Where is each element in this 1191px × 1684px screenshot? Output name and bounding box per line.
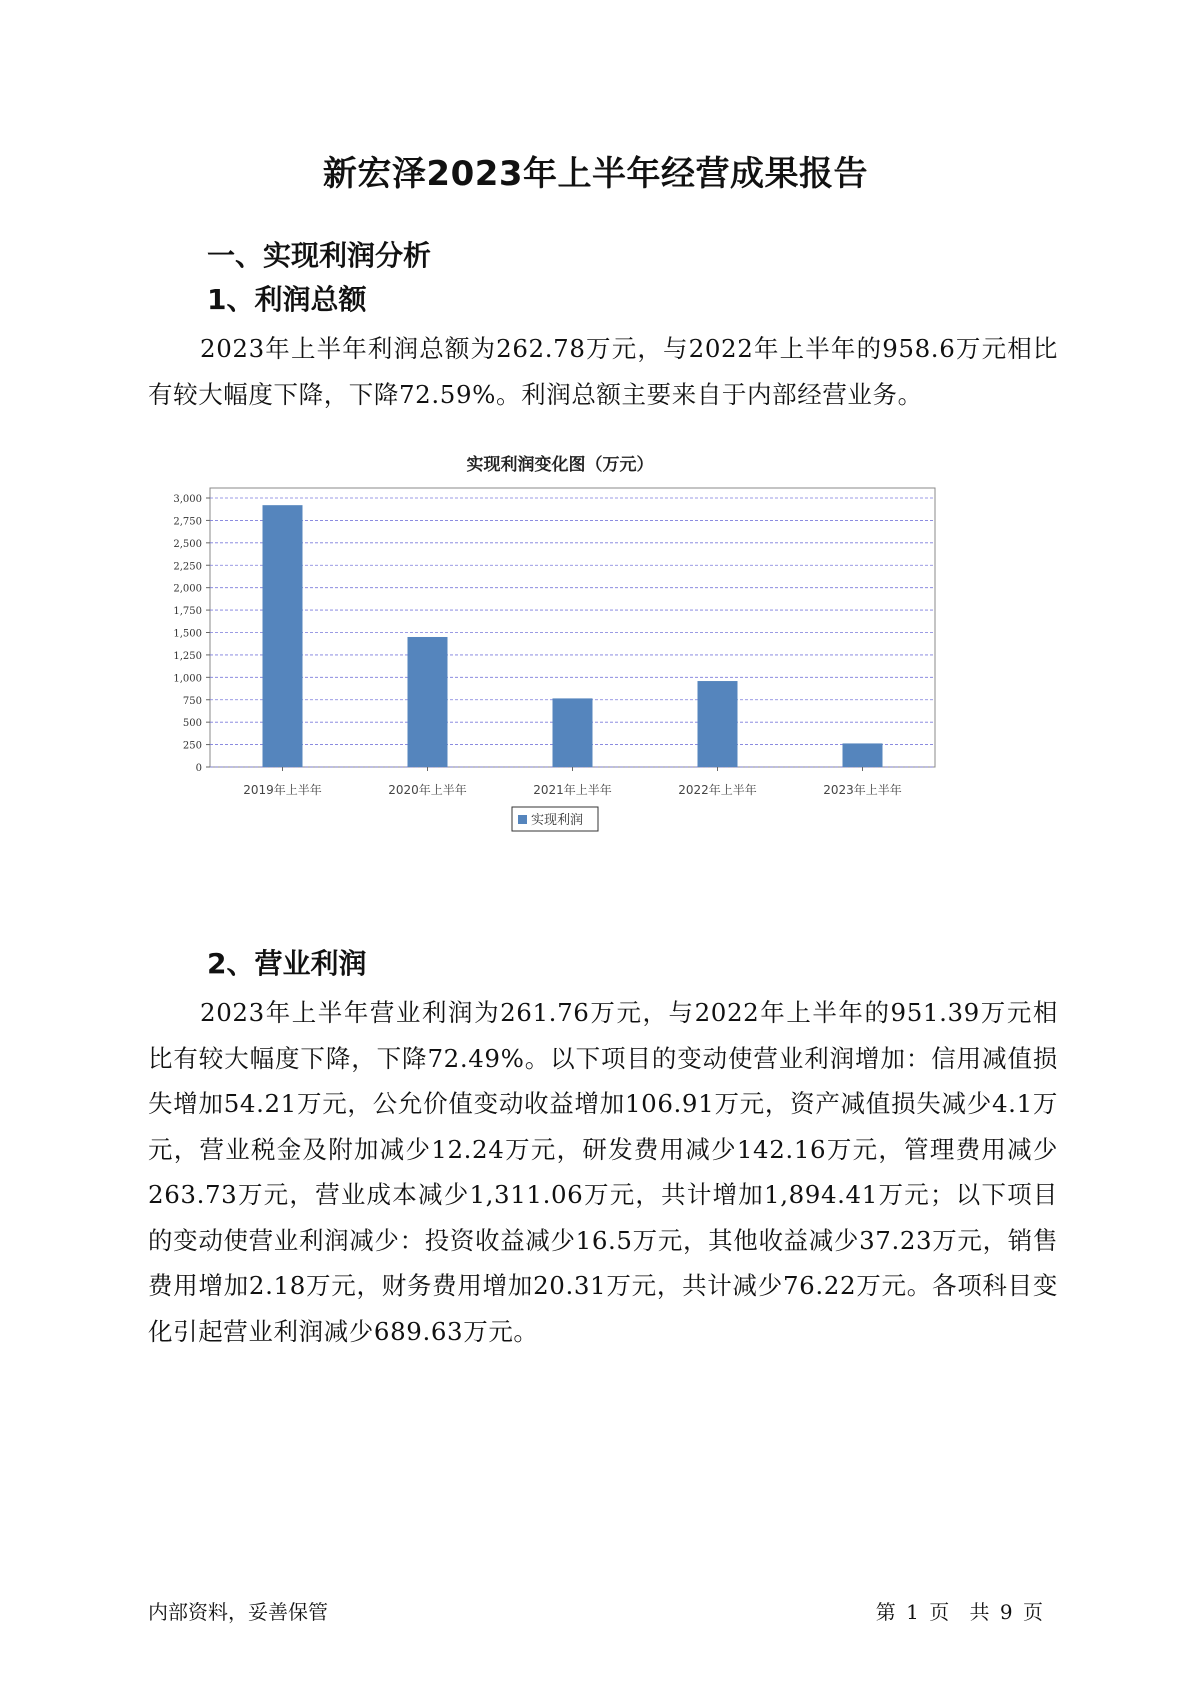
- bar-4: [698, 681, 738, 767]
- bar-5: [843, 743, 883, 767]
- x-tick-label: 2023年上半年: [823, 783, 902, 797]
- y-tick-label: 250: [182, 740, 202, 752]
- y-tick-label: 2,000: [173, 583, 202, 595]
- chart-title: 实现利润变化图（万元）: [466, 455, 654, 475]
- y-tick-label: 2,250: [173, 561, 202, 573]
- footer-total-num: 9: [999, 1600, 1013, 1624]
- footer-page-num: 1: [906, 1600, 919, 1624]
- bar-2: [408, 637, 448, 767]
- y-tick-label: 1,000: [173, 673, 202, 685]
- footer-page-number: [872, 1596, 1043, 1625]
- paragraph-operating-profit: 2023年上半年营业利润为261.76万元，与2022年上半年的951.39万元相比有较大幅度下降，下降72.49%。以下项目的变动使营业利润增加：信用减值损失增加54.21万元，公允价值变动收益增加106.91万元，资产减值损失减少4.1万元，营业税金及附加减少12.24万元，研发费用减少142.16万元，管理费用减少263.73万元，营业成本减少1,311.06万元，共计增加1,894.41万元；以下项目的变动使营业利润减少：投资收益减少16.5万元，其他收益减少37.23万元，销售费用增加2.18万元，财务费用增加20.31万元，共计减少76.22万元。各项科目变化引起营业利润减少689.63万元。: [148, 998, 1058, 1346]
- y-tick-label: 1,750: [173, 606, 202, 618]
- x-tick-label: 2022年上半年: [678, 783, 757, 797]
- x-tick-label: 2021年上半年: [533, 783, 612, 797]
- page-title: 新宏泽2023年上半年经营成果报告: [322, 154, 869, 194]
- x-tick-label: 2020年上半年: [388, 783, 467, 797]
- legend-swatch: [518, 815, 527, 824]
- subheading-total-profit: 1、利润总额: [207, 283, 367, 316]
- footer-page-word-end: 页: [929, 1600, 950, 1624]
- bar-1: [263, 505, 303, 767]
- y-tick-label: 2,750: [173, 516, 202, 528]
- section-heading-profit-analysis: 一、实现利润分析: [207, 239, 432, 272]
- paragraph-total-profit: 2023年上半年利润总额为262.78万元，与2022年上半年的958.6万元相比有较大幅度下降，下降72.59%。利润总额主要来自于内部经营业务。: [148, 334, 1058, 409]
- y-tick-label: 3,000: [173, 494, 202, 505]
- y-tick-label: 1,500: [173, 628, 202, 640]
- bar-3: [553, 698, 593, 767]
- profit-bar-chart: [150, 450, 1020, 910]
- y-tick-label: 2,500: [173, 538, 202, 550]
- y-tick-label: 750: [182, 695, 202, 707]
- footer-total-word: 共: [969, 1600, 990, 1624]
- footer-total-word-end: 页: [1023, 1600, 1043, 1624]
- y-tick-label: 500: [182, 718, 202, 730]
- y-tick-label: 1,250: [173, 650, 202, 662]
- y-tick-label: 0: [195, 763, 202, 774]
- x-tick-label: 2019年上半年: [243, 783, 322, 797]
- subheading-operating-profit: 2、营业利润: [207, 947, 367, 980]
- footer-page-word: 第: [875, 1600, 896, 1624]
- profit-chart: [150, 450, 1020, 910]
- footer-confidential-note: 内部资料，妥善保管: [148, 1600, 328, 1624]
- legend-label: 实现利润: [531, 813, 584, 828]
